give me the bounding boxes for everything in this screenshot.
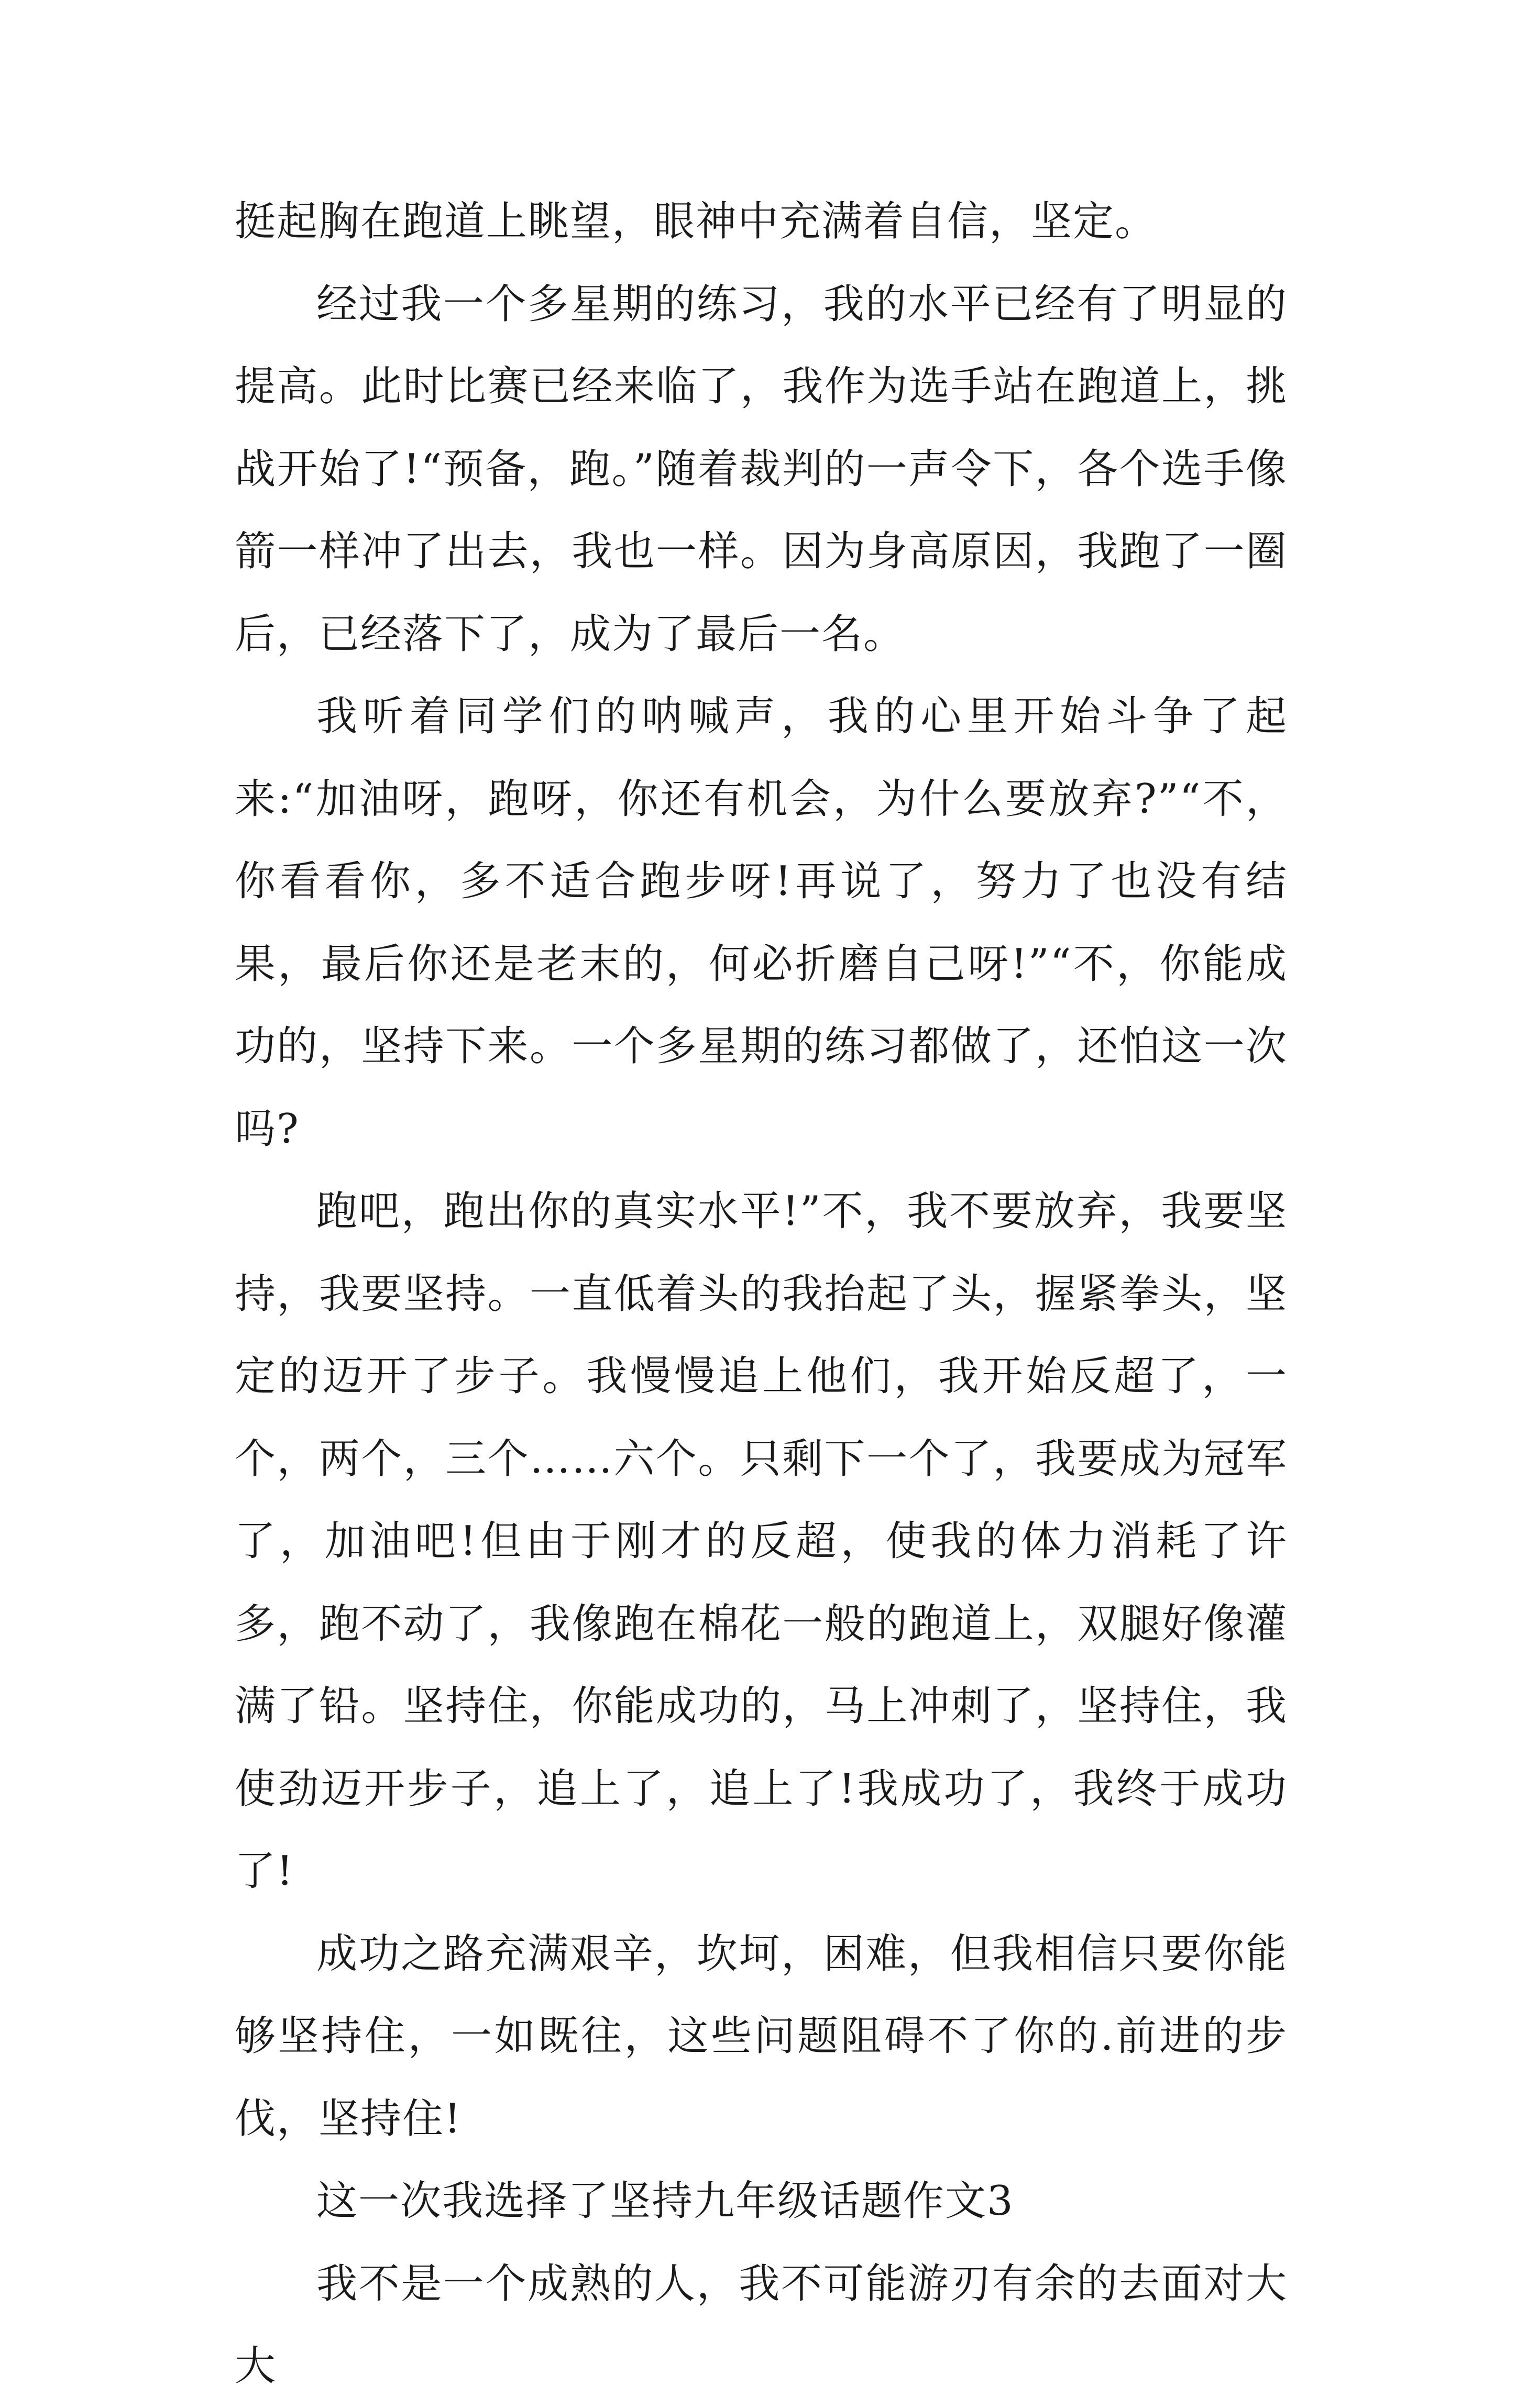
paragraph-next-essay-start: 我不是一个成熟的人，我不可能游刃有余的去面对大大 (235, 2260, 1288, 2390)
document-body (235, 181, 1288, 2408)
paragraph-practice: 经过我一个多星期的练习，我的水平已经有了明显的提高。此时比赛已经来临了，我作为选手站在跑道上，挑战开始了!“预备，跑。”随着裁判的一声令下，各个选手像箭一样冲了出去，我也一样。因为身高原因，我跑了一圈后，已经落下了，成为了最后一名。 (235, 280, 1288, 658)
paragraph-conclusion: 成功之路充满艰辛，坎坷，困难，但我相信只要你能够坚持住，一如既往，这些问题阻碍不了你的.前进的步伐，坚持住! (235, 1930, 1288, 2142)
paragraph-inner-struggle: 我听着同学们的呐喊声，我的心里开始斗争了起来:“加油呀，跑呀，你还有机会，为什么要放弃?”“不，你看看你，多不适合跑步呀!再说了，努力了也没有结果，最后你还是老末的，何必折磨自己呀!”“不，你能成功的，坚持下来。一个多星期的练习都做了，还怕这一次吗? (235, 693, 1288, 1153)
essay-title: 这一次我选择了坚持九年级话题作文3 (316, 2178, 1014, 2225)
paragraph-comeback: 跑吧，跑出你的真实水平!”不，我不要放弃，我要坚持，我要坚持。一直低着头的我抬起了头，握紧拳头，坚定的迈开了步子。我慢慢追上他们，我开始反超了，一个，两个，三个……六个。只剩下一个了，我要成为冠军了，加油吧!但由于刚才的反超，使我的体力消耗了许多，跑不动了，我像跑在棉花一般的跑道上，双腿好像灌满了铅。坚持住，你能成功的，马上冲刺了，坚持住，我使劲迈开步子，追上了，追上了!我成功了，我终于成功了! (235, 1188, 1288, 1895)
paragraph-continuation: 挺起胸在跑道上眺望，眼神中充满着自信，坚定。 (235, 198, 1157, 245)
